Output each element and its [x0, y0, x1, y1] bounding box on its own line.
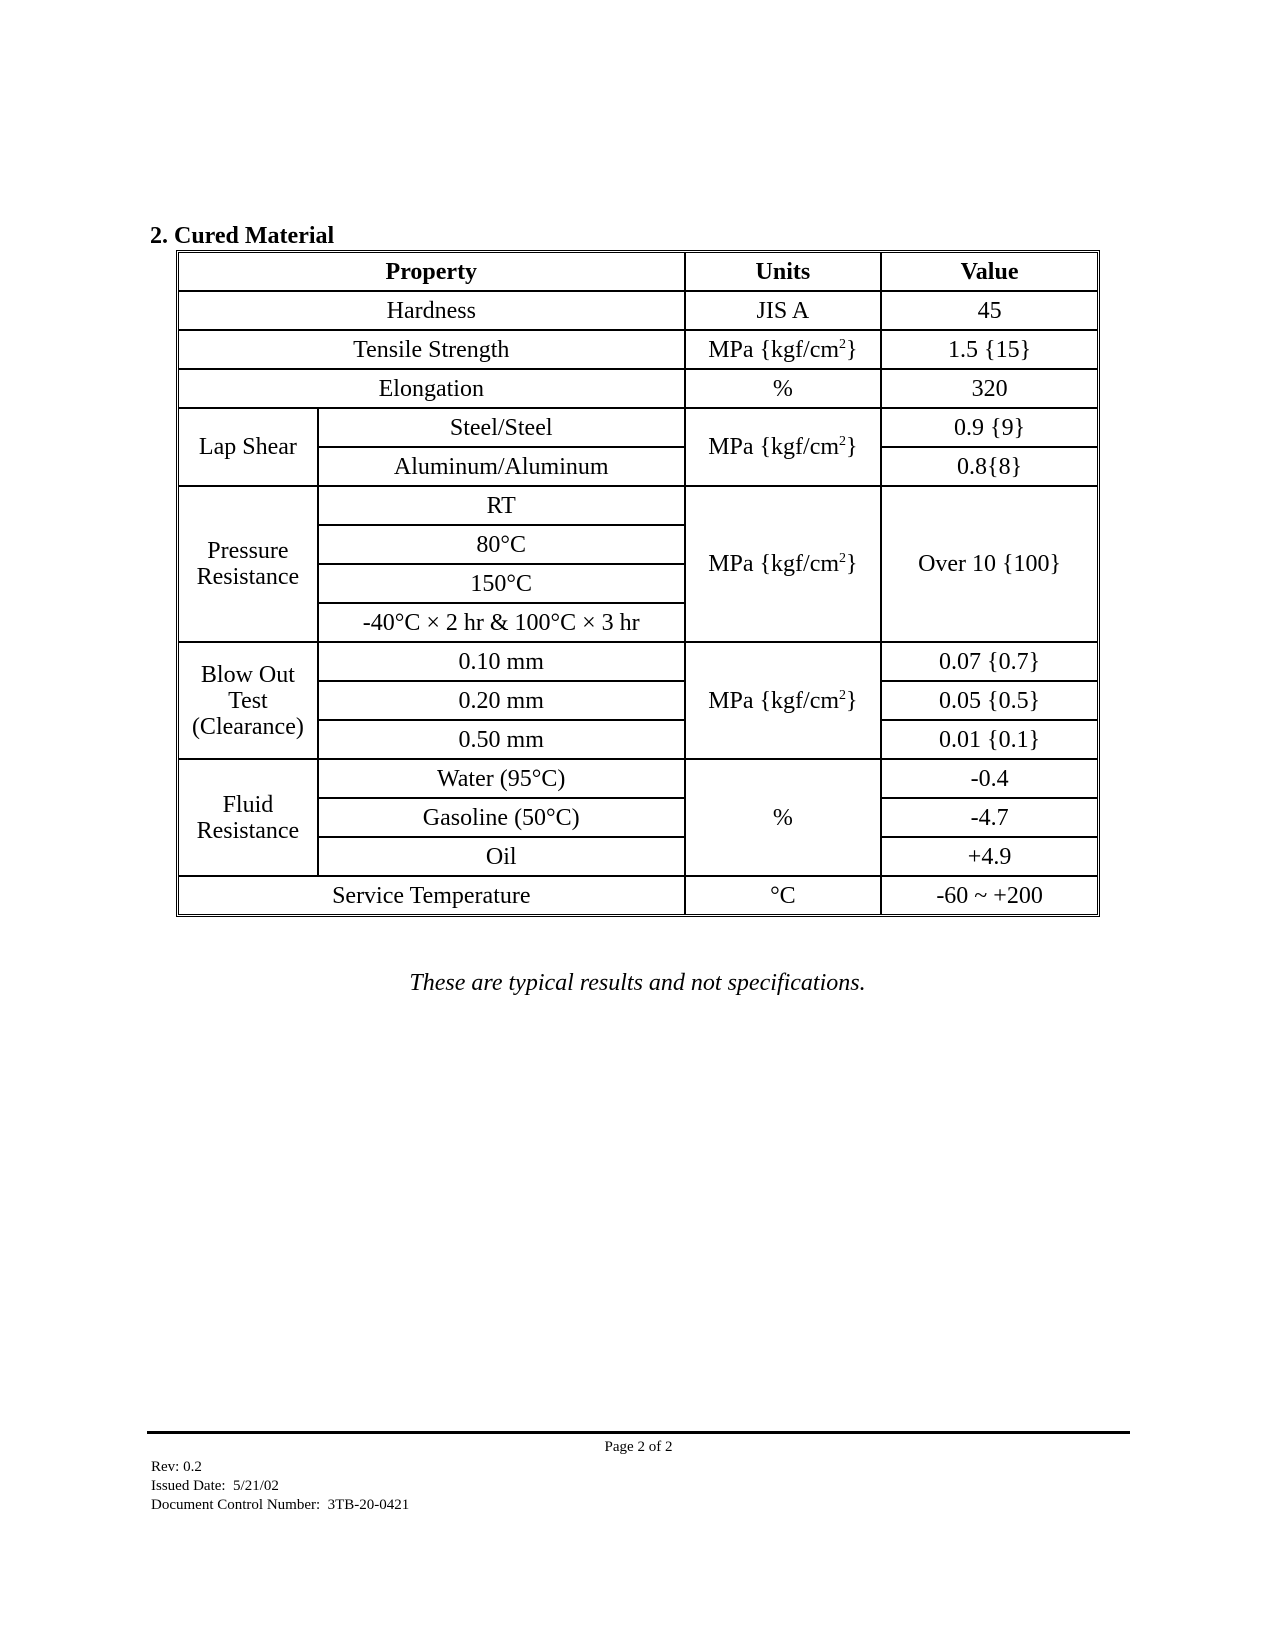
units-cell	[685, 330, 882, 369]
group-cell-lap-shear: Lap Shear	[179, 408, 318, 486]
units-cell: %	[685, 369, 882, 408]
sub-property-cell: 0.50 mm	[318, 720, 685, 759]
header-units: Units	[685, 253, 882, 291]
units-cell: %	[685, 759, 882, 876]
sub-property-cell: Gasoline (50°C)	[318, 798, 685, 837]
value-cell: 0.05 {0.5}	[881, 681, 1097, 720]
header-value: Value	[881, 253, 1097, 291]
group-cell-blow-out-test	[179, 642, 318, 759]
sub-property-cell: 0.10 mm	[318, 642, 685, 681]
sub-property-cell: Steel/Steel	[318, 408, 685, 447]
units-cell: JIS A	[685, 291, 882, 330]
units-cell	[685, 486, 882, 642]
group-label-line: Test	[228, 687, 268, 714]
value-cell: 0.07 {0.7}	[881, 642, 1097, 681]
sub-property-cell: 80°C	[318, 525, 685, 564]
revision-label: Rev: 0.2	[151, 1459, 202, 1475]
unit-text: }	[846, 687, 858, 714]
table-header-row	[179, 253, 1097, 291]
table-row	[179, 876, 1097, 914]
group-label-line: (Clearance)	[191, 713, 304, 740]
group-cell-pressure-resistance	[179, 486, 318, 642]
sub-property-cell: -40°C × 2 hr & 100°C × 3 hr	[318, 603, 685, 642]
unit-text: }	[846, 434, 858, 460]
units-cell	[685, 642, 882, 759]
unit-superscript: 2	[839, 687, 847, 703]
issued-date-label: Issued Date: 5/21/02	[151, 1478, 279, 1494]
group-label-line: Resistance	[196, 817, 300, 844]
table-row	[179, 642, 1097, 681]
group-label-line: Resistance	[196, 564, 300, 590]
value-cell: -60 ~ +200	[881, 876, 1097, 914]
unit-text: MPa {kgf/cm	[708, 336, 840, 363]
table-row	[179, 291, 1097, 330]
group-cell-fluid-resistance	[179, 759, 318, 876]
unit-text: }	[846, 336, 858, 363]
property-cell: Hardness	[179, 291, 685, 330]
property-cell: Elongation	[179, 369, 685, 408]
sub-property-cell: Oil	[318, 837, 685, 876]
unit-superscript: 2	[839, 551, 847, 566]
table-row	[179, 408, 1097, 447]
table-row	[179, 486, 1097, 525]
value-cell: 45	[881, 291, 1097, 330]
unit-text: MPa {kgf/cm	[708, 434, 840, 460]
value-cell: -4.7	[881, 798, 1097, 837]
page-number: Page 2 of 2	[604, 1439, 673, 1455]
group-label-line: Fluid	[222, 791, 274, 818]
document-footer	[151, 1458, 409, 1515]
table-row	[179, 759, 1097, 798]
value-cell: 0.01 {0.1}	[881, 720, 1097, 759]
unit-text: MPa {kgf/cm	[708, 687, 840, 714]
footer-divider	[147, 1431, 1130, 1434]
sub-property-cell: Water (95°C)	[318, 759, 685, 798]
unit-text: }	[846, 551, 858, 577]
unit-superscript: 2	[839, 434, 847, 449]
document-control-number: Document Control Number: 3TB-20-0421	[151, 1497, 410, 1513]
section-heading: 2. Cured Material	[150, 223, 335, 249]
property-cell: Tensile Strength	[179, 330, 685, 369]
cured-material-table-frame	[176, 250, 1100, 917]
table-row	[179, 330, 1097, 369]
group-label-line: Blow Out	[200, 661, 295, 688]
value-cell: +4.9	[881, 837, 1097, 876]
sub-property-cell: 0.20 mm	[318, 681, 685, 720]
header-property: Property	[179, 253, 685, 291]
value-cell: 0.8{8}	[881, 447, 1097, 486]
property-cell: Service Temperature	[179, 876, 685, 914]
typical-results-note: These are typical results and not specifications.	[409, 970, 866, 996]
sub-property-cell: RT	[318, 486, 685, 525]
sub-property-cell: 150°C	[318, 564, 685, 603]
cured-material-table	[179, 253, 1097, 914]
units-cell: °C	[685, 876, 882, 914]
value-cell: -0.4	[881, 759, 1097, 798]
value-cell: 320	[881, 369, 1097, 408]
unit-text: MPa {kgf/cm	[708, 551, 840, 577]
group-label-line: Pressure	[207, 538, 289, 564]
units-cell	[685, 408, 882, 486]
value-cell: 1.5 {15}	[881, 330, 1097, 369]
table-row	[179, 369, 1097, 408]
unit-superscript: 2	[839, 336, 847, 352]
value-cell: 0.9 {9}	[881, 408, 1097, 447]
sub-property-cell: Aluminum/Aluminum	[318, 447, 685, 486]
value-cell: Over 10 {100}	[881, 486, 1097, 642]
